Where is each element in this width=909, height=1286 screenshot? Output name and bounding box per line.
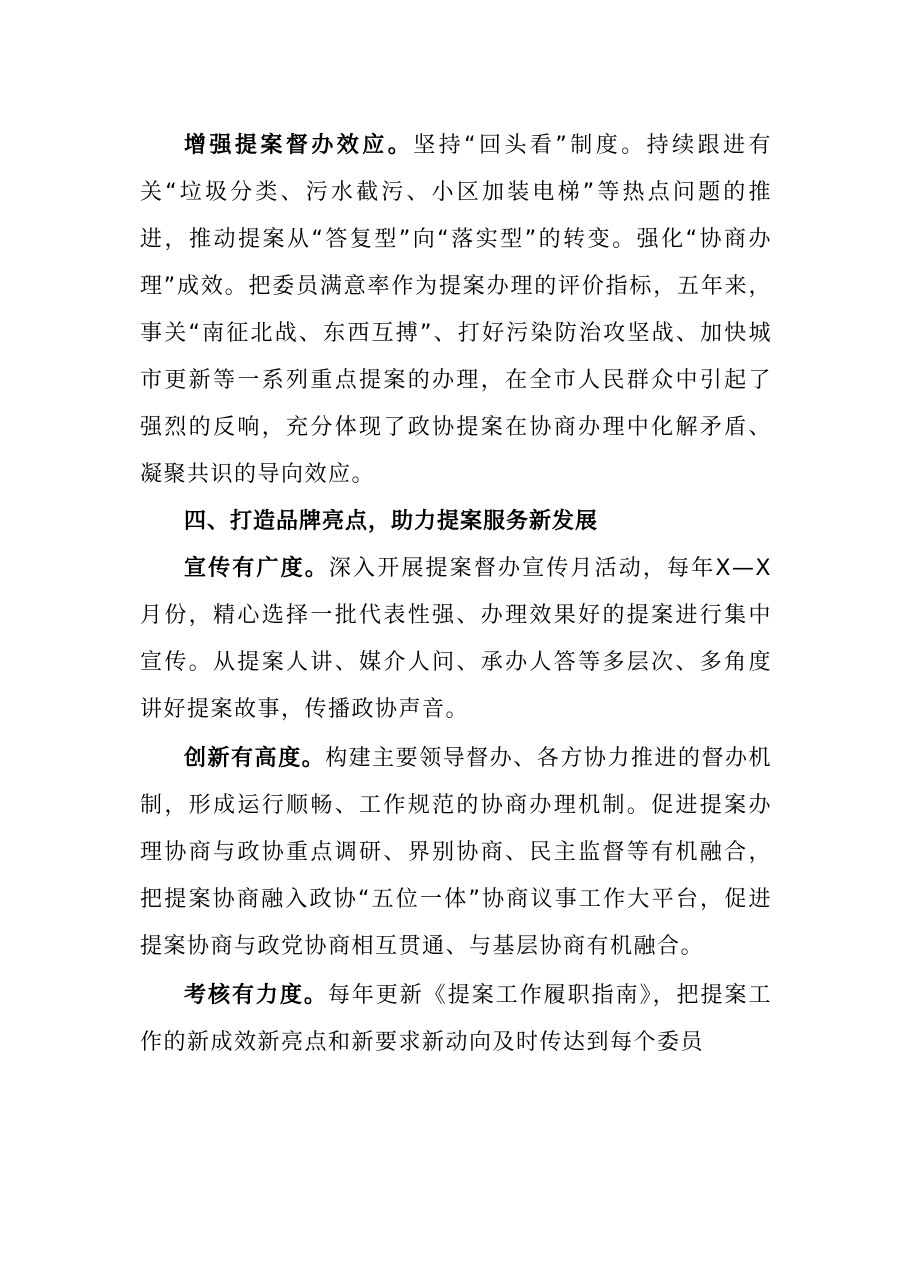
paragraph-lead: 创新有高度。 [184,746,326,771]
paragraph-text: 构建主要领导督办、各方协力推进的督办机制，形成运行顺畅、工作规范的协商办理机制。促进提案办理协商与政协重点调研、界别协商、民主监督等有机融合，把提案协商融入政协“五位一体”协商议事工作大平台，促进提案协商与政党协商相互贯通、与基层协商有机融合。 [140,746,772,959]
paragraph-lead: 增强提案督办效应。 [184,133,414,158]
paragraph-innovation [140,735,772,970]
paragraph-lead: 宣传有广度。 [184,556,329,581]
section-heading: 四、打造品牌亮点，助力提案服务新发展 [184,509,599,534]
paragraph-supervision-effect [140,122,772,498]
paragraph-text: 每年更新《提案工作履职指南》，把提案工作的新成效新亮点和新要求新动向及时传达到每个委员 [140,983,772,1055]
paragraph-lead: 考核有力度。 [184,983,328,1008]
paragraph-assessment [140,972,772,1066]
paragraph-publicity [140,545,772,733]
paragraph-text: 坚持“回头看”制度。持续跟进有关“垃圾分类、污水截污、小区加装电梯”等热点问题的推进，推动提案从“答复型”向“落实型”的转变。强化“协商办理”成效。把委员满意率作为提案办理的评价指标，五年来，事关“南征北战、东西互搏”、打好污染防治攻坚战、加快城市更新等一系列重点提案的办理，在全市人民群众中引起了强烈的反响，充分体现了政协提案在协商办理中化解矛盾、凝聚共识的导向效应。 [140,133,772,487]
paragraph-text: 深入开展提案督办宣传月活动，每年X—X月份，精心选择一批代表性强、办理效果好的提案进行集中宣传。从提案人讲、媒介人问、承办人答等多层次、多角度讲好提案故事，传播政协声音。 [140,556,772,722]
document-body [140,122,772,1066]
